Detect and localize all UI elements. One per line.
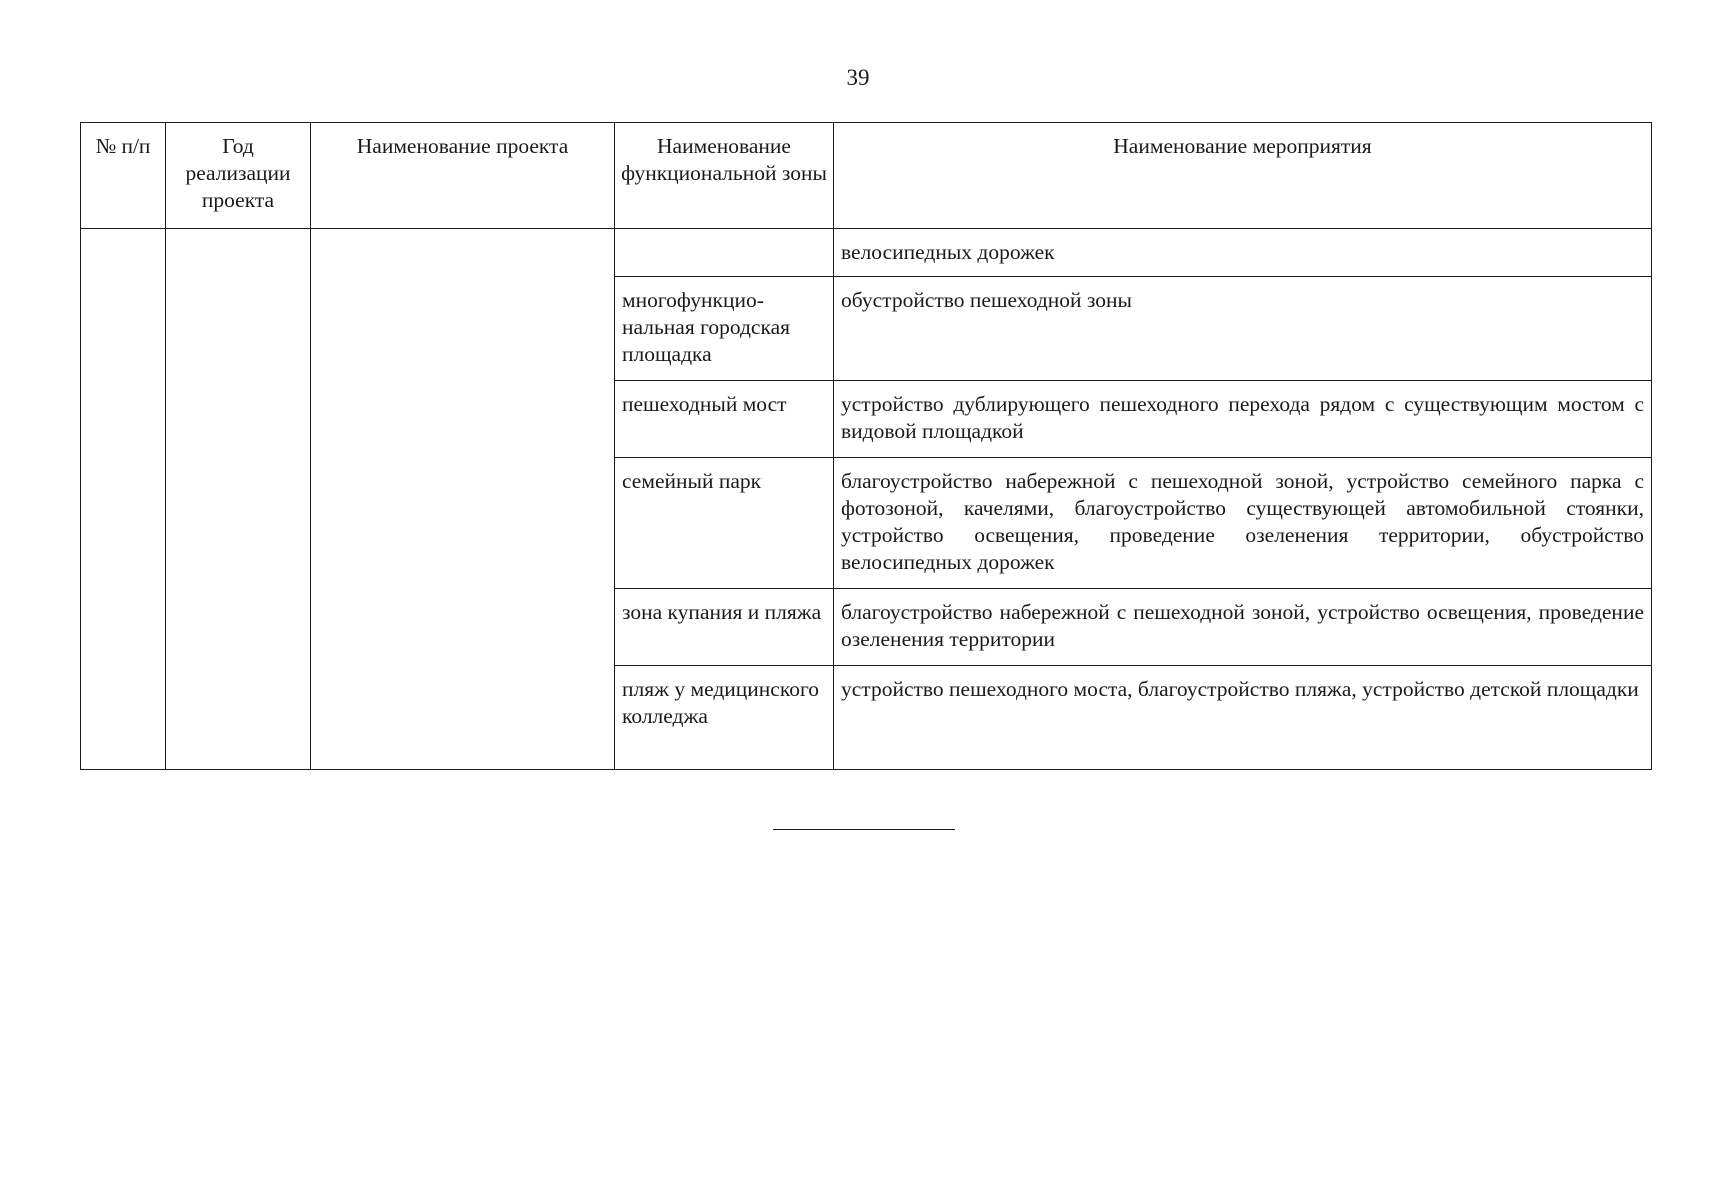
cell-activity: велосипедных дорожек [834, 229, 1652, 277]
cell-activity: благоустройство набережной с пешеходной зоной, устройство семейного парка с фотозоной, качелями, благоустройство существующей автомобильной стоянки, устройство освещения, проведение озеленения территории, обустройство велосипедных дорожек [834, 458, 1652, 589]
cell-activity: благоустройство набережной с пешеходной зоной, устройство освещения, проведение озеленения территории [834, 589, 1652, 666]
header-functional-zone: Наименование функциональной зоны [615, 123, 834, 229]
cell-activity: устройство пешеходного моста, благоустройство пляжа, устройство детской площадки [834, 666, 1652, 770]
end-of-document-rule [773, 829, 955, 830]
cell-year [166, 229, 311, 770]
header-number: № п/п [81, 123, 166, 229]
cell-zone: пляж у медицинского колледжа [615, 666, 834, 770]
cell-activity: обустройство пешеходной зоны [834, 277, 1652, 381]
cell-zone [615, 229, 834, 277]
cell-project-name [311, 229, 615, 770]
table-header-row [81, 123, 1652, 229]
header-activity: Наименование мероприятия [834, 123, 1652, 229]
cell-zone: пешеходный мост [615, 381, 834, 458]
table-row [81, 229, 1652, 277]
header-year: Год реализации проекта [166, 123, 311, 229]
cell-activity: устройство дублирующего пешеходного перехода рядом с существующим мостом с видовой площадкой [834, 381, 1652, 458]
header-project-name: Наименование проекта [311, 123, 615, 229]
page-number: 39 [846, 65, 870, 90]
cell-zone: многофункцио-нальная городская площадка [615, 277, 834, 381]
activities-table [80, 122, 1652, 770]
cell-zone: зона купания и пляжа [615, 589, 834, 666]
cell-number [81, 229, 166, 770]
cell-zone: семейный парк [615, 458, 834, 589]
